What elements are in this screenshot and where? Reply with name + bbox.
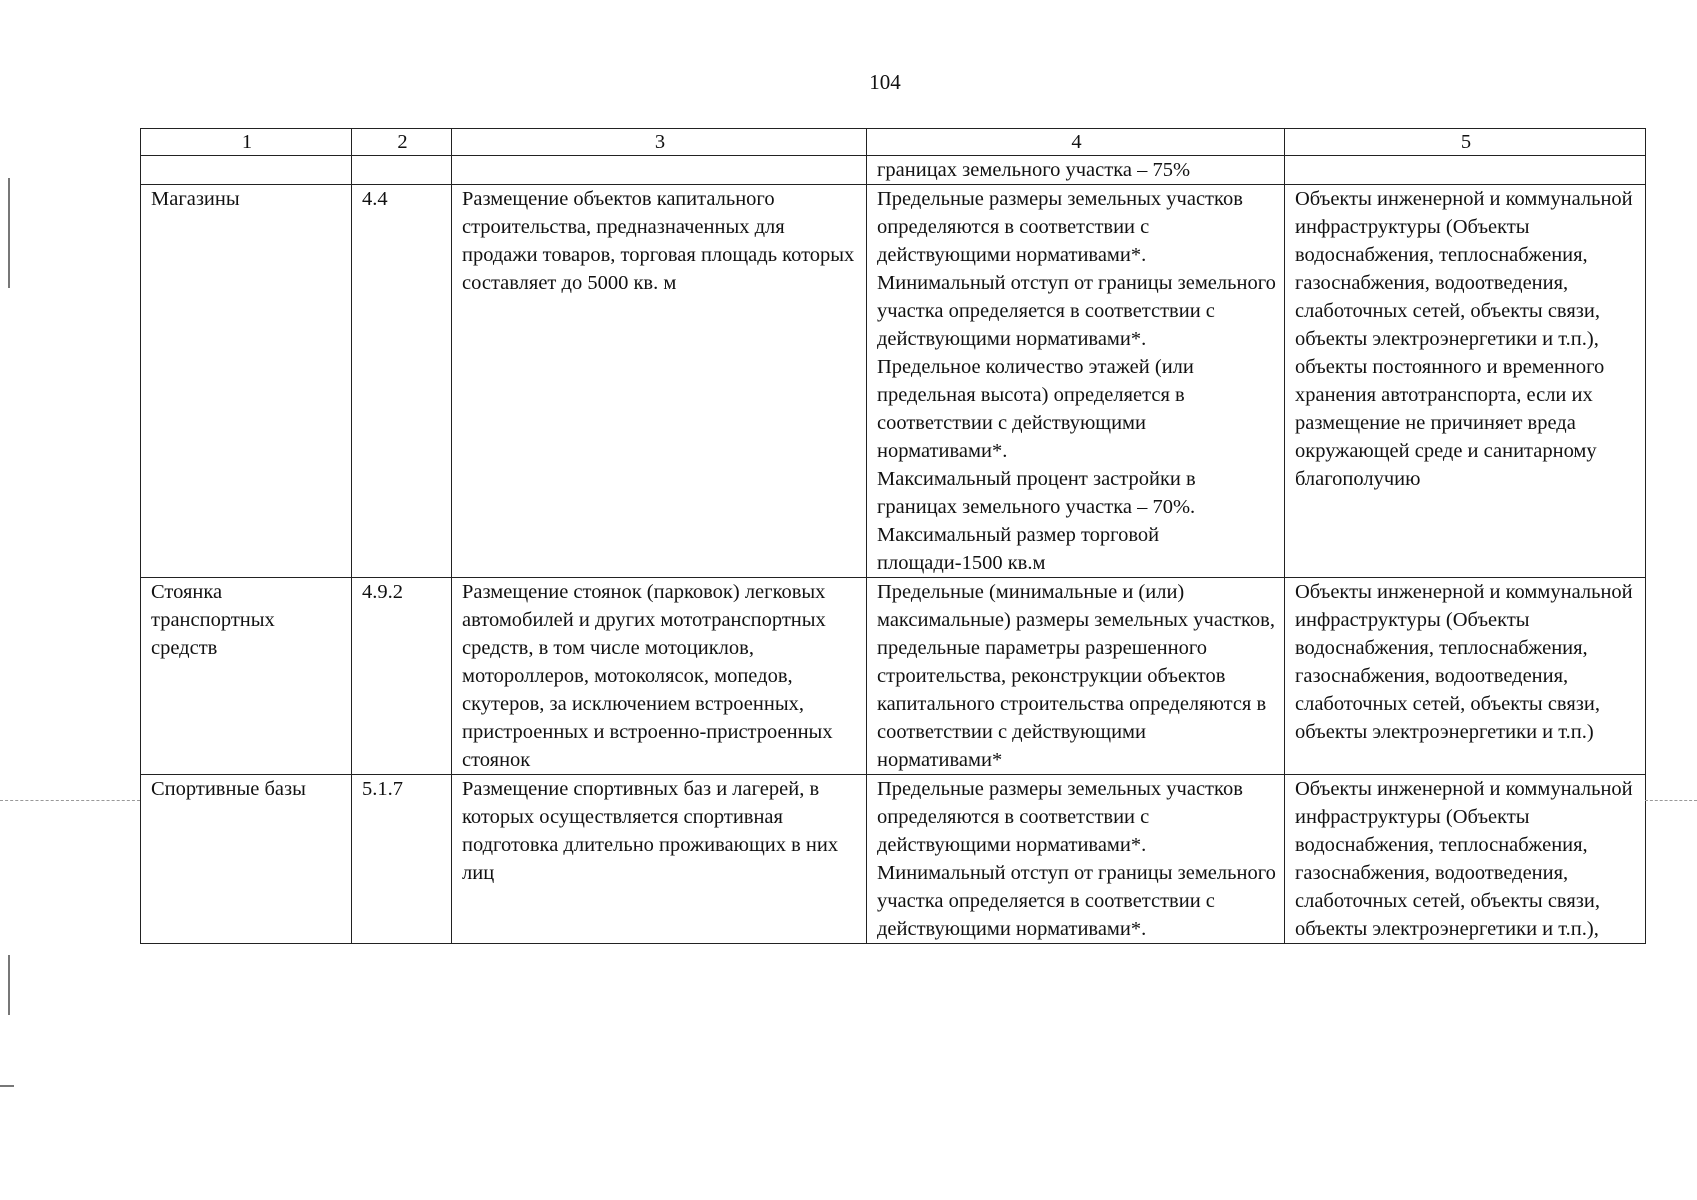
table-row [141, 775, 1646, 944]
use-code-cell: 4.9.2 [352, 578, 452, 775]
use-name-cell: Спортивные базы [141, 775, 352, 944]
table-cell [352, 156, 452, 185]
continuation-row [141, 156, 1646, 185]
table-cell [452, 156, 867, 185]
column-header: 3 [452, 129, 867, 156]
scan-edge-mark [8, 955, 10, 1015]
column-header: 4 [867, 129, 1285, 156]
allowed-uses-cell: Объекты инженерной и коммунальной инфраструктуры (Объекты водоснабжения, теплоснабжения, газоснабжения, водоотведения, слаботочных сетей, объекты связи, объекты электроэнергетики и т.п.), [1285, 775, 1646, 944]
table-cell [141, 156, 352, 185]
fold-dash-line [1645, 800, 1697, 801]
land-use-table [140, 128, 1646, 944]
parameters-cell: Предельные размеры земельных участков определяются в соответствии с действующими нормативами*. Минимальный отступ от границы земельного участка определяется в соответствии с действующими нормативами*. Предельное количество этажей (или предельная высота) определяется в соответствии с действующими нормативами*. Максимальный процент застройки в границах земельного участка – 70%. Максимальный размер торговой площади-1500 кв.м [867, 185, 1285, 578]
table-cell [1285, 156, 1646, 185]
column-header-row [141, 129, 1646, 156]
table-cell: границах земельного участка – 75% [867, 156, 1285, 185]
use-code-cell: 5.1.7 [352, 775, 452, 944]
column-header: 1 [141, 129, 352, 156]
parameters-cell: Предельные размеры земельных участков определяются в соответствии с действующими нормативами*. Минимальный отступ от границы земельного участка определяется в соответствии с действующими нормативами*. [867, 775, 1285, 944]
allowed-uses-cell: Объекты инженерной и коммунальной инфраструктуры (Объекты водоснабжения, теплоснабжения, газоснабжения, водоотведения, слаботочных сетей, объекты связи, объекты электроэнергетики и т.п.), объекты постоянного и временного хранения автотранспорта, если их размещение не причиняет вреда окружающей среде и санитарному благополучию [1285, 185, 1646, 578]
column-header: 2 [352, 129, 452, 156]
column-header: 5 [1285, 129, 1646, 156]
table-row [141, 578, 1646, 775]
page-number: 104 [869, 70, 901, 94]
use-description-cell: Размещение стоянок (парковок) легковых автомобилей и других мототранспортных средств, в том числе мотоциклов, мотороллеров, мотоколясок, мопедов, скутеров, за исключением встроенных, пристроенных и встроенно-пристроенных стоянок [452, 578, 867, 775]
use-name-cell: Магазины [141, 185, 352, 578]
scan-edge-mark [0, 1085, 14, 1087]
table-row [141, 185, 1646, 578]
fold-dash-line [0, 800, 140, 801]
use-description-cell: Размещение объектов капитального строительства, предназначенных для продажи товаров, торговая площадь которых составляет до 5000 кв. м [452, 185, 867, 578]
use-code-cell: 4.4 [352, 185, 452, 578]
use-name-cell: Стоянка транспортных средств [141, 578, 352, 775]
use-description-cell: Размещение спортивных баз и лагерей, в которых осуществляется спортивная подготовка длительно проживающих в них лиц [452, 775, 867, 944]
parameters-cell: Предельные (минимальные и (или) максимальные) размеры земельных участков, предельные параметры разрешенного строительства, реконструкции объектов капитального строительства определяются в соответствии с действующими нормативами* [867, 578, 1285, 775]
allowed-uses-cell: Объекты инженерной и коммунальной инфраструктуры (Объекты водоснабжения, теплоснабжения, газоснабжения, водоотведения, слаботочных сетей, объекты связи, объекты электроэнергетики и т.п.) [1285, 578, 1646, 775]
scan-edge-mark [8, 178, 10, 288]
